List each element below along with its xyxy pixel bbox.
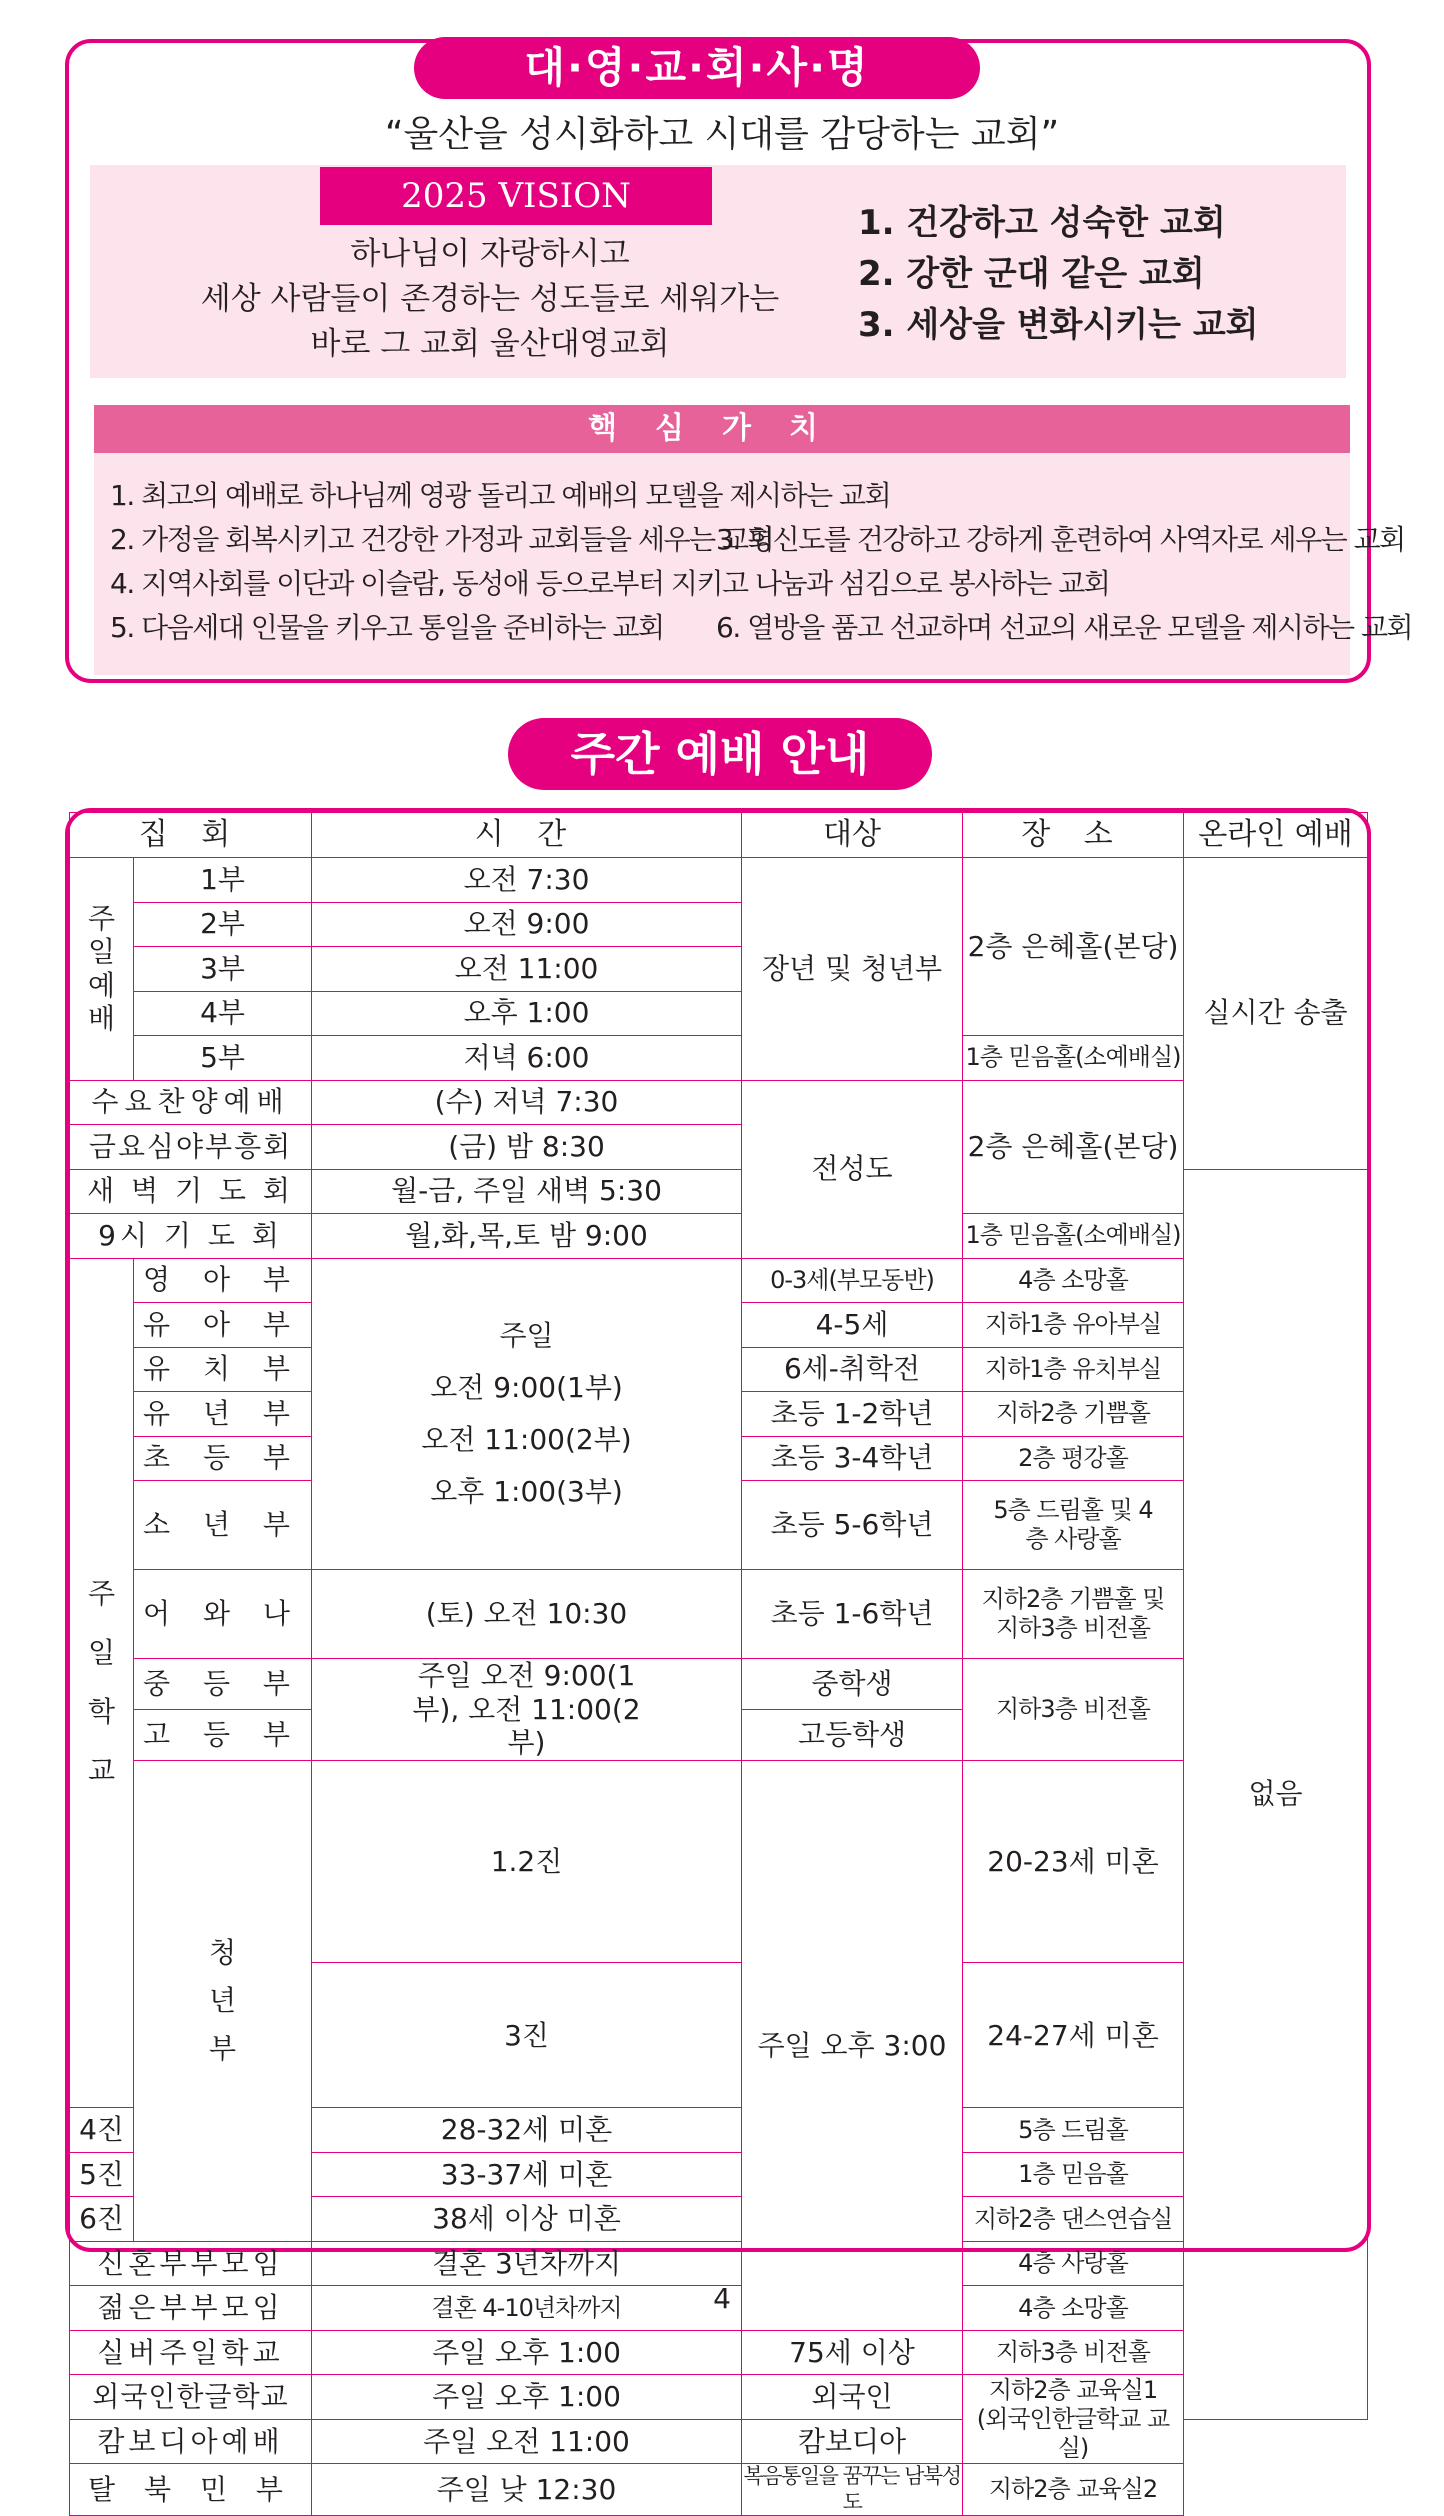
service-time: 월-금, 주일 새벽 5:30	[312, 1169, 742, 1214]
sunday-worship-label: 주 일 예 배	[70, 858, 134, 1081]
group-target: 24-27세 미혼	[963, 1963, 1184, 2108]
service-place: 1층 믿음홀(소예배실)	[963, 1036, 1184, 1081]
dept-target: 초등 3-4학년	[742, 1436, 963, 1481]
dept-place: 5층 드림홀 및 4층 사랑홀	[963, 1481, 1184, 1570]
core-value-item: 2. 가정을 회복시키고 건강한 가정과 교회들을 세우는 교회	[110, 523, 774, 556]
dept-target: 초등 1-6학년	[742, 1570, 963, 1659]
dept-name: 중 등 부	[134, 1659, 312, 1710]
service-name: 3부	[134, 947, 312, 992]
group-target: 33-37세 미혼	[312, 2152, 742, 2197]
meeting-name: 젊은부부모임	[70, 2286, 312, 2331]
online-live: 실시간 송출	[1184, 858, 1368, 1170]
dept-place: 지하2층 기쁨홀 및 지하3층 비전홀	[963, 1570, 1184, 1659]
service-target: 장년 및 청년부	[742, 858, 963, 1081]
meeting-target: 복음통일을 꿈꾸는 남북성도	[743, 2464, 961, 2514]
group-place: 5층 드림홀	[963, 2108, 1184, 2153]
meeting-name: 탈 북 민 부	[70, 2464, 312, 2515]
group-name: 4진	[70, 2108, 134, 2153]
goal-list	[858, 198, 1259, 351]
table-row	[70, 1258, 1368, 1303]
header-place: 장 소	[963, 813, 1184, 858]
dept-place: 4층 소망홀	[963, 1258, 1184, 1303]
young-adult-time: 주일 오후 3:00	[742, 1760, 963, 2330]
core-value-item: 4. 지역사회를 이단과 이슬람, 동성애 등으로부터 지키고 나눔과 섬김으로 봉사하는 교회	[110, 567, 1110, 600]
service-time: 저녁 6:00	[312, 1036, 742, 1081]
meeting-name: 새 벽 기 도 회	[70, 1169, 312, 1214]
group-target: 20-23세 미혼	[963, 1760, 1184, 1963]
goal-item: 2. 강한 군대 같은 교회	[858, 254, 1205, 294]
group-place: 1층 믿음홀	[963, 2152, 1184, 2197]
service-time: 월,화,목,토 밤 9:00	[312, 1214, 742, 1259]
group-place: 지하2층 댄스연습실	[963, 2197, 1184, 2242]
church-motto: “울산을 성시화하고 시대를 감당하는 교회”	[384, 114, 1060, 155]
group-name: 6진	[70, 2197, 134, 2242]
table-row	[70, 1036, 1368, 1081]
dept-name: 영 아 부	[134, 1258, 312, 1303]
service-time: 오전 7:30	[312, 858, 742, 903]
dept-place: 지하1층 유아부실	[963, 1303, 1184, 1348]
core-values-header: 핵심가치	[94, 405, 1350, 453]
goal-item: 1. 건강하고 성숙한 교회	[858, 203, 1226, 243]
service-name: 2부	[134, 902, 312, 947]
meeting-target: 결혼 3년차까지	[312, 2241, 742, 2286]
meeting-name: 실버주일학교	[70, 2330, 312, 2375]
table-header-row	[70, 813, 1368, 858]
table-row	[70, 1760, 1368, 1963]
core-value-item: 6. 열방을 품고 선교하며 선교의 새로운 모델을 제시하는 교회	[716, 611, 1413, 644]
dept-target: 초등 1-2학년	[742, 1392, 963, 1437]
dept-name: 유 치 부	[134, 1347, 312, 1392]
dept-name: 유 년 부	[134, 1392, 312, 1437]
worship-schedule-table	[65, 808, 1371, 2514]
dept-time: (토) 오전 10:30	[312, 1570, 742, 1659]
service-time: 오전 9:00	[312, 902, 742, 947]
meeting-place: 지하2층 교육실1 (외국인한글학교 교실)	[963, 2375, 1184, 2464]
header-target: 대상	[742, 813, 963, 858]
service-name: 4부	[134, 991, 312, 1036]
dept-name: 어 와 나	[134, 1570, 312, 1659]
meeting-name: 신혼부부모임	[70, 2241, 312, 2286]
meeting-place: 4층 소망홀	[963, 2286, 1184, 2331]
core-value-item: 1. 최고의 예배로 하나님께 영광 돌리고 예배의 모델을 제시하는 교회	[110, 479, 891, 512]
meeting-name: 금요심야부흥회	[70, 1125, 312, 1170]
vision-line: 하나님이 자랑하시고	[350, 236, 630, 272]
table-row	[70, 2375, 1368, 2420]
group-name: 1.2진	[312, 1760, 742, 1963]
meeting-time: 주일 오전 11:00	[312, 2419, 742, 2464]
dept-place: 지하2층 기쁨홀	[963, 1392, 1184, 1437]
table-row	[70, 858, 1368, 903]
dept-name: 소 년 부	[134, 1481, 312, 1570]
goal-item: 3. 세상을 변화시키는 교회	[858, 305, 1259, 345]
meeting-name: 외국인한글학교	[70, 2375, 312, 2420]
header-meeting: 집 회	[70, 813, 312, 858]
group-target: 38세 이상 미혼	[312, 2197, 742, 2242]
group-name: 3진	[312, 1963, 742, 2108]
service-time: 오전 11:00	[312, 947, 742, 992]
meeting-target: 캄보디아	[742, 2419, 963, 2464]
dept-target: 고등학생	[742, 1709, 963, 1760]
page-number: 4	[713, 2282, 731, 2315]
meeting-time: 주일 오후 1:00	[312, 2375, 742, 2420]
table-row	[70, 2464, 1368, 2515]
core-value-item: 3. 평신도를 건강하고 강하게 훈련하여 사역자로 세우는 교회	[716, 523, 1405, 556]
group-target: 28-32세 미혼	[312, 2108, 742, 2153]
schedule-title: 주간 예배 안내	[508, 718, 932, 790]
young-adult-label: 청 년 부	[134, 1760, 312, 2241]
dept-place: 지하3층 비전홀	[963, 1659, 1184, 1761]
meeting-name: 9시 기 도 회	[70, 1214, 312, 1259]
dept-name: 초 등 부	[134, 1436, 312, 1481]
school-time: 주일 오전 9:00(1부) 오전 11:00(2부) 오후 1:00(3부)	[312, 1258, 742, 1570]
dept-target: 중학생	[742, 1659, 963, 1710]
group-name: 5진	[70, 2152, 134, 2197]
meeting-place: 4층 사랑홀	[963, 2241, 1184, 2286]
dept-name: 고 등 부	[134, 1709, 312, 1760]
dept-name: 유 아 부	[134, 1303, 312, 1348]
dept-target: 4-5세	[742, 1303, 963, 1348]
service-time: (수) 저녁 7:30	[312, 1080, 742, 1125]
meeting-time: 주일 낮 12:30	[312, 2464, 742, 2515]
core-value-item: 5. 다음세대 인물을 키우고 통일을 준비하는 교회	[110, 611, 664, 644]
table-row	[70, 2330, 1368, 2375]
table-row	[70, 1570, 1368, 1659]
service-time: (금) 밤 8:30	[312, 1125, 742, 1170]
dept-place: 2층 평강홀	[963, 1436, 1184, 1481]
service-name: 1부	[134, 858, 312, 903]
vision-label: 2025 VISION	[320, 167, 712, 225]
table-row	[70, 2241, 1368, 2286]
dept-time: 주일 오전 9:00(1부), 오전 11:00(2부)	[312, 1659, 742, 1761]
meeting-place: 지하3층 비전홀	[963, 2330, 1184, 2375]
service-place: 1층 믿음홀(소예배실)	[963, 1214, 1184, 1259]
meeting-target: 외국인	[742, 2375, 963, 2420]
service-place: 2층 은혜홀(본당)	[963, 1080, 1184, 1214]
service-name: 5부	[134, 1036, 312, 1081]
sunday-school-label: 주 일 학 교	[70, 1258, 134, 2108]
service-target: 전성도	[742, 1080, 963, 1258]
mission-title: 대·영·교·회·사·명	[414, 37, 980, 99]
dept-place: 지하1층 유치부실	[963, 1347, 1184, 1392]
table-row	[70, 1659, 1368, 1710]
meeting-target: 결혼 4-10년차까지	[312, 2286, 742, 2331]
meeting-time: 주일 오후 1:00	[312, 2330, 742, 2375]
service-time: 오후 1:00	[312, 991, 742, 1036]
vision-line: 세상 사람들이 존경하는 성도들로 세워가는	[200, 281, 780, 317]
meeting-place: 지하2층 교육실2	[963, 2464, 1184, 2515]
service-place: 2층 은혜홀(본당)	[963, 858, 1184, 1036]
vision-line: 바로 그 교회 울산대영교회	[310, 326, 670, 362]
meeting-target: 75세 이상	[742, 2330, 963, 2375]
header-online: 온라인 예배	[1184, 813, 1368, 858]
table-row	[70, 1214, 1368, 1259]
dept-target: 초등 5-6학년	[742, 1481, 963, 1570]
vision-statement	[190, 232, 790, 367]
table-row	[70, 1080, 1368, 1125]
dept-target: 0-3세(부모동반)	[742, 1258, 963, 1303]
meeting-name: 수요찬양예배	[70, 1080, 312, 1125]
dept-target: 6세-취학전	[742, 1347, 963, 1392]
header-time: 시 간	[312, 813, 742, 858]
meeting-name: 캄보디아예배	[70, 2419, 312, 2464]
online-none: 없음	[1184, 1169, 1368, 2419]
